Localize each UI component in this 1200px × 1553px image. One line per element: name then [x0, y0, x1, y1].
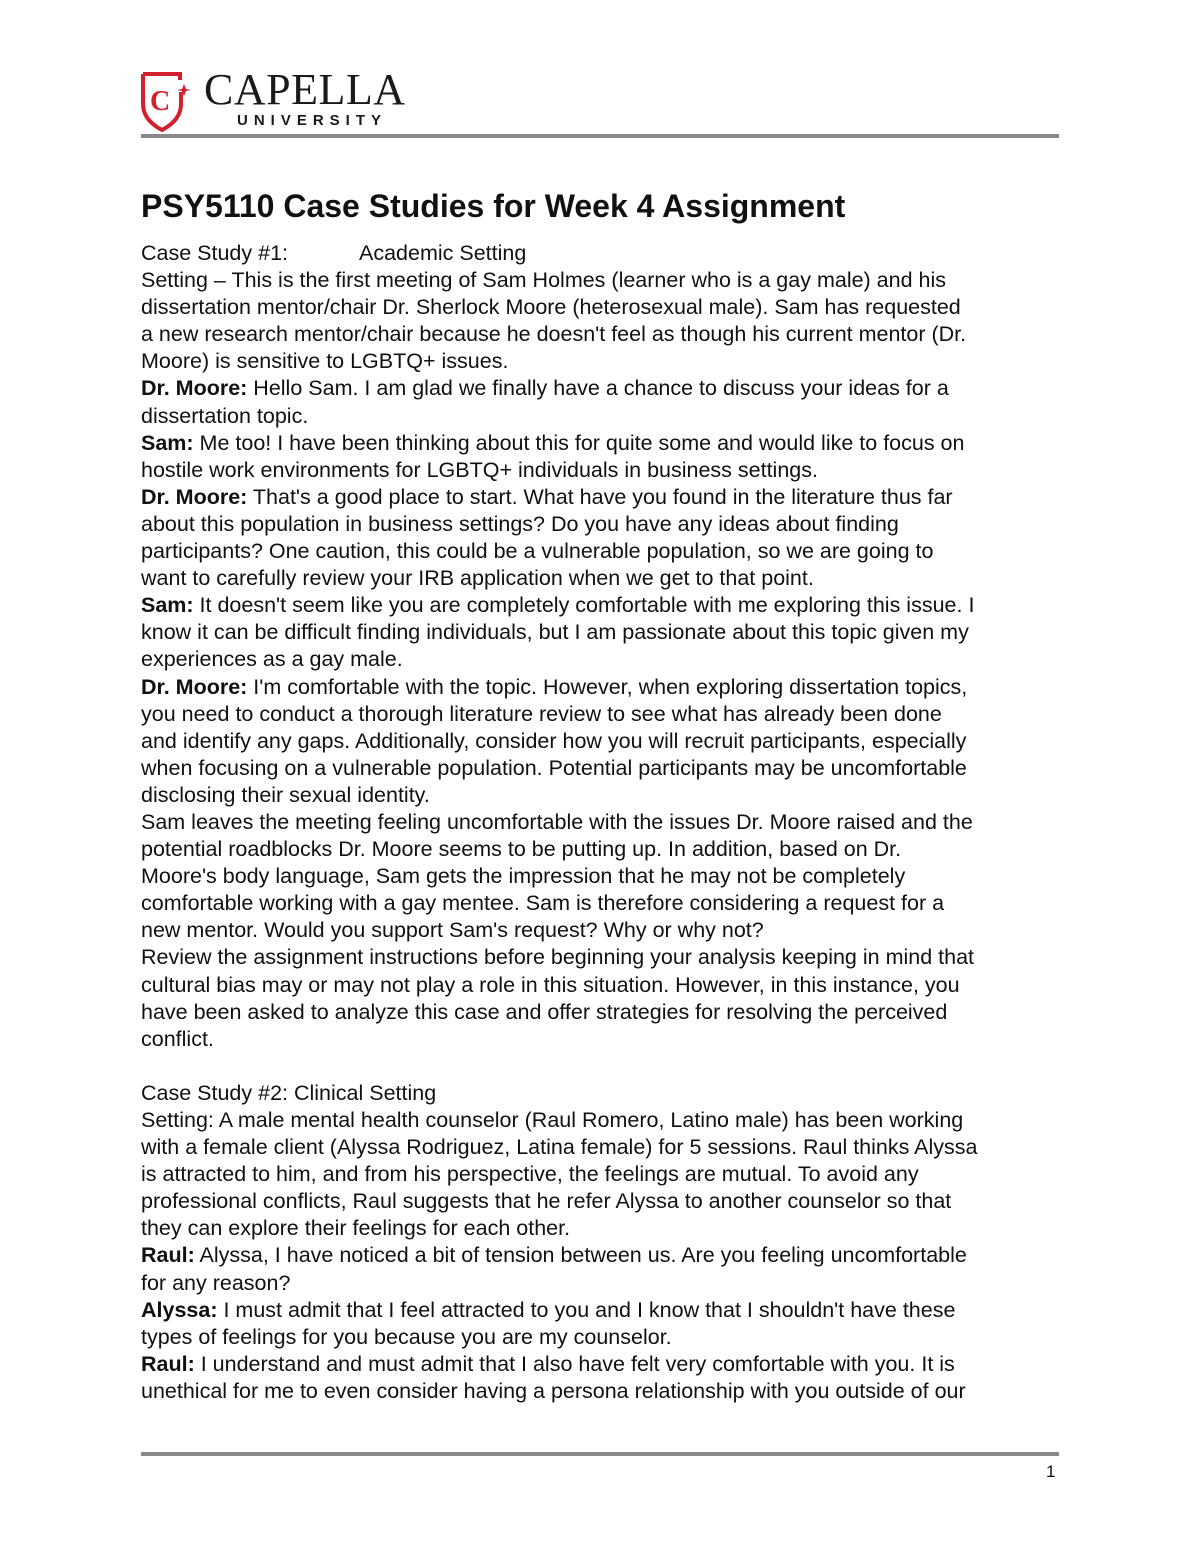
- line-text: cultural bias may or may not play a role in this situation. However, in this instance, you: [141, 972, 960, 997]
- text-line: [141, 890, 1071, 917]
- text-line: [141, 592, 1071, 619]
- text-line: [141, 836, 1071, 863]
- line-text: I'm comfortable with the topic. However, when exploring dissertation topics,: [247, 674, 968, 699]
- line-text: I must admit that I feel attracted to you and I know that I shouldn't have these: [217, 1297, 956, 1322]
- paragraph: [141, 430, 1071, 484]
- text-line: [141, 972, 1071, 999]
- shield-logo-icon: [140, 70, 190, 132]
- header-rule: [141, 134, 1059, 138]
- line-text: when focusing on a vulnerable population. Potential participants may be uncomfortable: [141, 755, 967, 780]
- speaker-label: Dr. Moore:: [141, 674, 248, 699]
- text-line: [141, 321, 1071, 348]
- text-line: [141, 1324, 1071, 1351]
- line-text: want to carefully review your IRB application when we get to that point.: [141, 566, 814, 591]
- line-text: Moore's body language, Sam gets the impression that he may not be completely: [141, 864, 906, 889]
- text-line: [141, 1026, 1071, 1053]
- text-line: [141, 701, 1071, 728]
- line-text: and identify any gaps. Additionally, consider how you will recruit participants, especially: [141, 728, 967, 753]
- case1-label: Case Study #1:: [141, 241, 289, 265]
- text-line: [141, 1215, 1071, 1242]
- line-text: is attracted to him, and from his perspective, the feelings are mutual. To avoid any: [141, 1162, 919, 1187]
- text-line: [141, 484, 1071, 511]
- line-text: Setting: A male mental health counselor (Raul Romero, Latino male) has been working: [141, 1108, 964, 1132]
- line-text: I understand and must admit that I also have felt very comfortable with you. It is: [194, 1351, 955, 1376]
- text-line: [141, 1297, 1071, 1324]
- speaker-label: Raul:: [141, 1351, 195, 1376]
- line-text: hostile work environments for LGBTQ+ individuals in business settings.: [141, 457, 818, 482]
- text-line: [141, 1378, 1071, 1405]
- text-line: [141, 457, 1071, 484]
- paragraph: [141, 1351, 1071, 1405]
- line-text: about this population in business settings? Do you have any ideas about finding: [141, 511, 899, 536]
- case1-content: [141, 267, 1071, 1053]
- text-line: [141, 944, 1071, 971]
- text-line: [141, 863, 1071, 890]
- text-line: [141, 1242, 1071, 1269]
- line-text: types of feelings for you because you are my counselor.: [141, 1324, 672, 1349]
- paragraph: [141, 809, 1071, 944]
- text-line: [141, 1351, 1071, 1378]
- paragraph: [141, 1297, 1071, 1351]
- text-line: [141, 917, 1071, 944]
- spacer: [141, 1053, 1071, 1080]
- speaker-label: Alyssa:: [141, 1297, 218, 1322]
- line-text: disclosing their sexual identity.: [141, 782, 430, 807]
- text-line: [141, 1188, 1071, 1215]
- line-text: conflict.: [141, 1026, 214, 1051]
- footer-rule: [141, 1452, 1059, 1456]
- logo-subtitle: UNIVERSITY: [237, 112, 388, 129]
- line-text: professional conflicts, Raul suggests that he refer Alyssa to another counselor so that: [141, 1189, 952, 1214]
- line-text: a new research mentor/chair because he doesn't feel as though his current mentor (Dr.: [141, 322, 967, 347]
- paragraph: [141, 1107, 1071, 1242]
- text-line: [141, 348, 1071, 375]
- text-line: [141, 430, 1071, 457]
- speaker-label: Dr. Moore:: [141, 484, 248, 509]
- line-text: Me too! I have been thinking about this for quite some and would like to focus on: [193, 430, 965, 455]
- line-text: That's a good place to start. What have you found in the literature thus far: [247, 484, 953, 509]
- document-title: PSY5110 Case Studies for Week 4 Assignment: [141, 188, 846, 224]
- line-text: comfortable working with a gay mentee. Sam is therefore considering a request for a: [141, 891, 945, 916]
- text-line: [141, 511, 1071, 538]
- case1-setting: Academic Setting: [359, 241, 527, 265]
- line-text: you need to conduct a thorough literature review to see what has already been done: [141, 701, 942, 726]
- line-text: with a female client (Alyssa Rodriguez, Latina female) for 5 sessions. Raul thinks Alyssa: [141, 1135, 978, 1160]
- document-body: [141, 240, 1071, 1405]
- text-line: [141, 538, 1071, 565]
- text-line: [141, 755, 1071, 782]
- logo-wordmark: CAPELLA: [204, 65, 406, 114]
- line-text: experiences as a gay male.: [141, 647, 403, 672]
- line-text: unethical for me to even consider having a persona relationship with you outside of our: [141, 1378, 966, 1403]
- text-line: [141, 999, 1071, 1026]
- paragraph: [141, 375, 1071, 429]
- case1-heading: [141, 240, 1071, 267]
- speaker-label: Sam:: [141, 593, 194, 618]
- paragraph: [141, 1242, 1071, 1296]
- line-text: dissertation topic.: [141, 403, 309, 428]
- case2-heading: Case Study #2: Clinical Setting: [141, 1080, 437, 1105]
- line-text: new mentor. Would you support Sam's request? Why or why not?: [141, 918, 764, 943]
- line-text: have been asked to analyze this case and offer strategies for resolving the perceived: [141, 999, 948, 1024]
- capella-logo: [140, 65, 430, 132]
- case2-content: [141, 1107, 1071, 1405]
- line-text: Alyssa, I have noticed a bit of tension between us. Are you feeling uncomfortable: [194, 1243, 967, 1268]
- line-text: dissertation mentor/chair Dr. Sherlock Moore (heterosexual male). Sam has requested: [141, 295, 961, 320]
- text-line: [141, 1161, 1071, 1188]
- paragraph: [141, 674, 1071, 809]
- text-line: [141, 646, 1071, 673]
- text-line: [141, 809, 1071, 836]
- line-text: Hello Sam. I am glad we finally have a chance to discuss your ideas for a: [247, 376, 949, 401]
- page-number: 1: [1046, 1462, 1056, 1481]
- line-text: potential roadblocks Dr. Moore seems to be putting up. In addition, based on Dr.: [141, 837, 902, 862]
- text-line: [141, 403, 1071, 430]
- line-text: Setting – This is the first meeting of Sam Holmes (learner who is a gay male) and his: [141, 268, 947, 293]
- text-line: [141, 294, 1071, 321]
- line-text: Review the assignment instructions before beginning your analysis keeping in mind that: [141, 945, 974, 970]
- line-text: Moore) is sensitive to LGBTQ+ issues.: [141, 349, 509, 374]
- line-text: know it can be difficult finding individuals, but I am passionate about this topic given my: [141, 620, 969, 645]
- text-line: [141, 782, 1071, 809]
- paragraph: [141, 592, 1071, 673]
- text-line: [141, 674, 1071, 701]
- text-line: [141, 619, 1071, 646]
- line-text: for any reason?: [141, 1270, 291, 1295]
- line-text: participants? One caution, this could be a vulnerable population, so we are going to: [141, 539, 934, 564]
- text-line: [141, 1107, 1071, 1134]
- line-text: Sam leaves the meeting feeling uncomfortable with the issues Dr. Moore raised and the: [141, 809, 973, 834]
- line-text: they can explore their feelings for each other.: [141, 1216, 571, 1241]
- text-line: [141, 375, 1071, 402]
- text-line: [141, 565, 1071, 592]
- text-line: [141, 267, 1071, 294]
- paragraph: [141, 484, 1071, 592]
- paragraph: [141, 944, 1071, 1052]
- text-line: [141, 728, 1071, 755]
- speaker-label: Dr. Moore:: [141, 376, 248, 401]
- line-text: It doesn't seem like you are completely comfortable with me exploring this issue. I: [193, 593, 975, 618]
- text-line: [141, 1134, 1071, 1161]
- paragraph: [141, 267, 1071, 375]
- speaker-label: Sam:: [141, 430, 194, 455]
- speaker-label: Raul:: [141, 1243, 195, 1268]
- svg-text:C: C: [150, 86, 171, 117]
- text-line: [141, 1270, 1071, 1297]
